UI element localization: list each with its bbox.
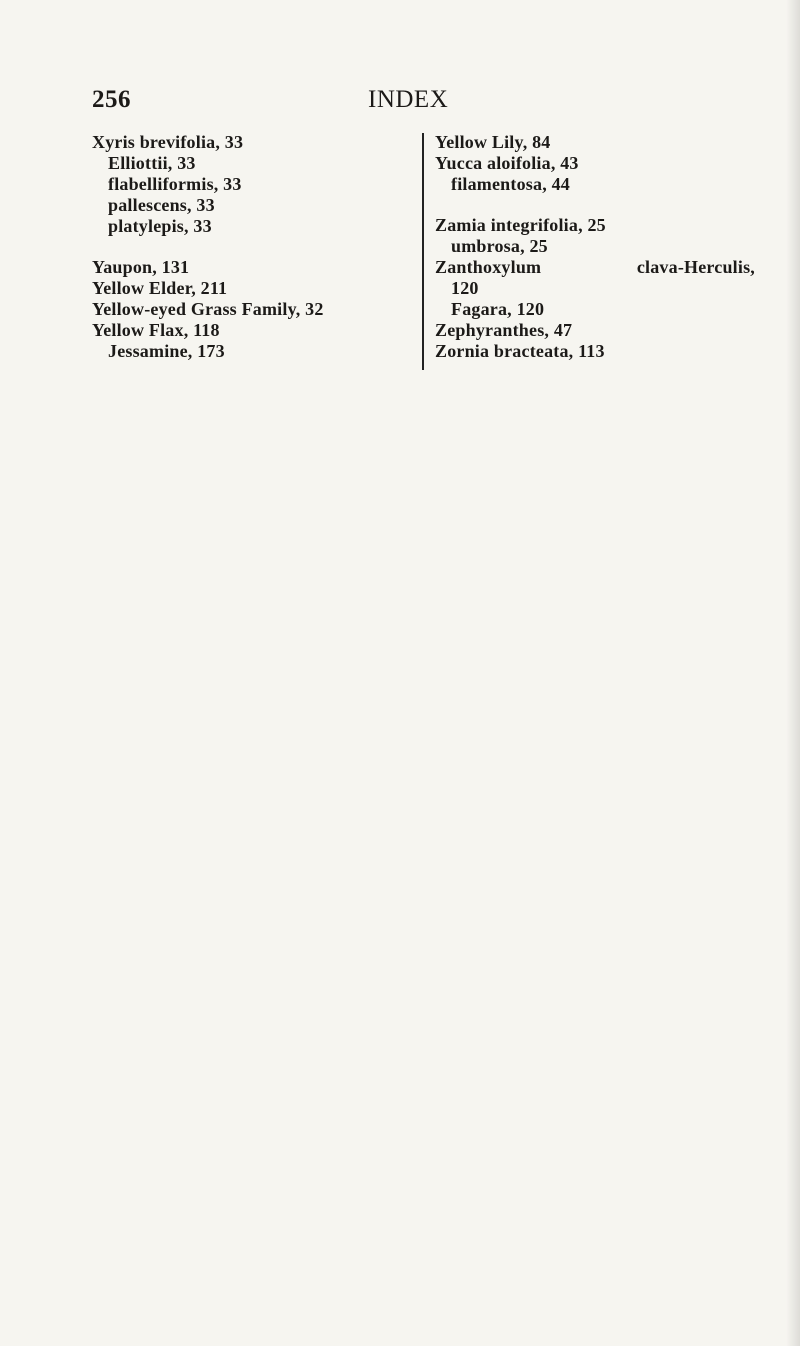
index-entry-continuation: 120 <box>451 278 479 298</box>
index-entry: Yaupon, 131 <box>92 257 190 277</box>
index-entry: Zamia integrifolia, 25 <box>435 215 606 235</box>
index-subentry: Elliottii, 33 <box>108 153 196 173</box>
index-entry <box>435 257 755 278</box>
index-entry: Zephyranthes, 47 <box>435 320 573 340</box>
page-number: 256 <box>92 86 131 113</box>
index-entry: Yellow Elder, 211 <box>92 278 228 298</box>
index-subentry: filamentosa, 44 <box>451 174 570 194</box>
column-divider <box>422 133 424 370</box>
index-column-left <box>92 132 412 362</box>
index-subentry: Jessamine, 173 <box>108 341 225 361</box>
page-title: INDEX <box>368 86 449 113</box>
index-subentry: Fagara, 120 <box>451 299 545 319</box>
index-entry: Yellow-eyed Grass Family, 32 <box>92 299 324 319</box>
index-entry: Yucca aloifolia, 43 <box>435 153 579 173</box>
index-entry: Yellow Flax, 118 <box>92 320 220 340</box>
index-entry-species: clava-Herculis, <box>636 257 755 277</box>
index-subentry: platylepis, 33 <box>108 216 212 236</box>
index-column-right <box>435 132 755 362</box>
index-entry: Xyris brevifolia, 33 <box>92 132 244 152</box>
index-entry-genus: Zanthoxylum <box>435 257 542 277</box>
index-entry: Zornia bracteata, 113 <box>435 341 605 361</box>
index-entry: Yellow Lily, 84 <box>435 132 551 152</box>
page-edge-shadow <box>786 0 800 1346</box>
index-subentry: umbrosa, 25 <box>451 236 548 256</box>
index-subentry: flabelliformis, 33 <box>108 174 242 194</box>
index-subentry: pallescens, 33 <box>108 195 215 215</box>
